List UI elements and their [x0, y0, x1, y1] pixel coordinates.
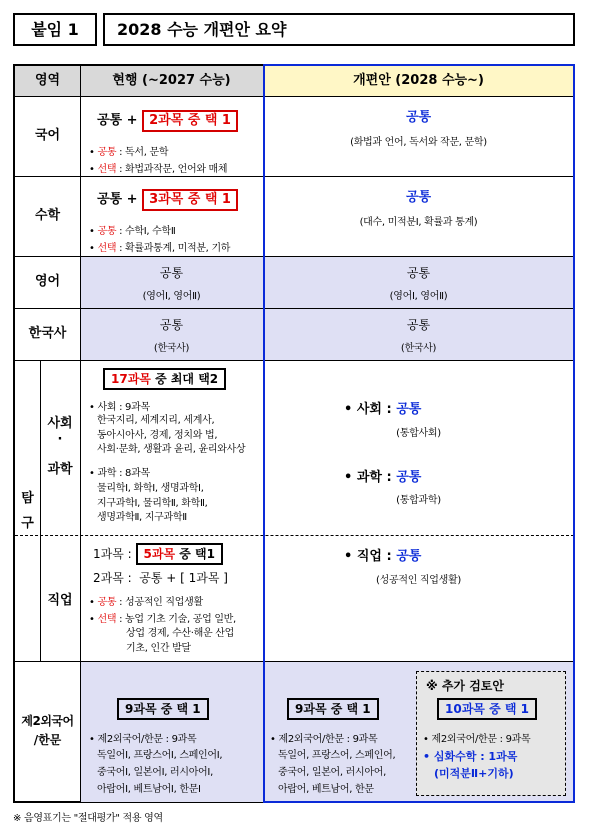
- subrow-label-dot: ·: [57, 432, 63, 447]
- english-current-sub: (영어Ⅰ, 영어Ⅱ): [142, 291, 201, 302]
- korean-new-title: 공통: [405, 110, 432, 125]
- new-social-sub: (통합사회): [396, 428, 441, 439]
- col-header-new: 개편안 (2028 수능~): [353, 73, 484, 88]
- english-new-title: 공통: [406, 266, 431, 280]
- subrow-label-vocational: 직업: [47, 593, 73, 608]
- vocational-current-elective: • 선택 : 농업 기초 기술, 공업 일반,: [89, 614, 236, 625]
- vocational-current-common: • 공통 : 성공적인 직업생활: [89, 597, 203, 608]
- additional-review-choice: 10과목 중 택 1: [437, 698, 537, 720]
- additional-review-advanced-math: • 심화수학 : 1과목: [423, 750, 518, 763]
- korean-current-choice: 공통 + 2과목 중 택 1: [97, 109, 238, 132]
- english-current-title: 공통: [159, 266, 184, 280]
- vocational-current-line1: 1과목 : 5과목 중 택1: [93, 543, 223, 565]
- social-science-current-choice: 17과목 중 최대 택2: [103, 368, 226, 390]
- korean-new-sub: (화법과 언어, 독서와 작문, 문학): [350, 137, 487, 148]
- social-count: • 사회 : 9과목: [89, 402, 150, 413]
- math-new-title: 공통: [405, 190, 432, 205]
- korean-current-elective: • 선택 : 화법과작문, 언어와 매체: [89, 164, 228, 175]
- additional-review-title: ※ 추가 검토안: [426, 679, 504, 693]
- new-science-sub: (통합과학): [396, 495, 441, 506]
- row-label-foreign-1: 제2외국어: [21, 714, 74, 728]
- history-current-sub: (한국사): [153, 343, 190, 354]
- col-header-area: 영역: [34, 73, 61, 88]
- row-label-history: 한국사: [28, 326, 67, 341]
- science-subject-list: 물리학Ⅰ, 화학Ⅰ, 생명과학Ⅰ, 지구과학Ⅰ, 물리학Ⅱ, 화학Ⅱ, 생명과학Ⅱ, 지구과학Ⅱ: [97, 483, 208, 523]
- additional-review-advanced-sub: (미적분Ⅱ+기하): [434, 767, 514, 780]
- social-subject-list: 한국지리, 세계지리, 세계사, 동아시아사, 경제, 정치와 법, 사회·문화, 생활과 윤리, 윤리와사상: [97, 415, 246, 455]
- foreign-new-count: • 제2외국어/한문 : 9과목: [270, 734, 378, 745]
- attachment-tag: 붙임 1: [13, 13, 97, 46]
- row-label-foreign-2: /한문: [33, 733, 62, 747]
- footnote: ※ 음영표기는 "절대평가" 적용 영역: [13, 813, 163, 824]
- history-current-title: 공통: [159, 318, 184, 332]
- page-title: 2028 수능 개편안 요약: [103, 13, 575, 46]
- row-label-math: 수학: [34, 208, 61, 223]
- math-new-sub: (대수, 미적분Ⅰ, 확률과 통계): [359, 217, 478, 228]
- foreign-current-count: • 제2외국어/한문 : 9과목: [89, 734, 197, 745]
- foreign-new-choice: 9과목 중 택 1: [287, 698, 379, 720]
- new-vocational: • 직업 : 공통: [344, 549, 422, 564]
- math-current-choice: 공통 + 3과목 중 택 1: [97, 188, 238, 211]
- new-social: • 사회 : 공통: [344, 402, 422, 417]
- vocational-current-line2: 2과목 : 공통 + [ 1과목 ]: [93, 571, 228, 585]
- subrow-label-science: 과학: [47, 462, 73, 477]
- english-new-sub: (영어Ⅰ, 영어Ⅱ): [389, 291, 448, 302]
- new-vocational-sub: (성공적인 직업생활): [376, 575, 461, 586]
- row-label-korean: 국어: [34, 128, 61, 143]
- new-science: • 과학 : 공통: [344, 470, 422, 485]
- col-header-current: 현행 (~2027 수능): [112, 73, 231, 88]
- foreign-current-choice: 9과목 중 택 1: [117, 698, 209, 720]
- row-label-inquiry-2: 구: [21, 516, 34, 531]
- foreign-current-list: 독일어Ⅰ, 프랑스어Ⅰ, 스페인어Ⅰ, 중국어Ⅰ, 일본어Ⅰ, 러시아어Ⅰ, 아랍어Ⅰ, 베트남어Ⅰ, 한문Ⅰ: [97, 750, 223, 795]
- foreign-new-list: 독일어, 프랑스어, 스페인어, 중국어, 일본어, 러시아어, 아랍어, 베트남어, 한문: [278, 750, 396, 795]
- science-count: • 과학 : 8과목: [89, 468, 150, 479]
- korean-current-common: • 공통 : 독서, 문학: [89, 147, 169, 158]
- math-current-elective: • 선택 : 확률과통계, 미적분, 기하: [89, 243, 231, 254]
- row-label-english: 영어: [34, 274, 61, 289]
- subrow-label-social: 사회: [47, 416, 73, 431]
- history-new-title: 공통: [406, 318, 431, 332]
- additional-review-count: • 제2외국어/한문 : 9과목: [423, 734, 531, 745]
- row-label-inquiry-1: 탐: [21, 491, 34, 506]
- vocational-elective-list: 상업 경제, 수산·해운 산업 기초, 인간 발달: [126, 628, 234, 654]
- divider: [40, 360, 41, 661]
- math-current-common: • 공통 : 수학Ⅰ, 수학Ⅱ: [89, 226, 176, 237]
- history-new-sub: (한국사): [400, 343, 437, 354]
